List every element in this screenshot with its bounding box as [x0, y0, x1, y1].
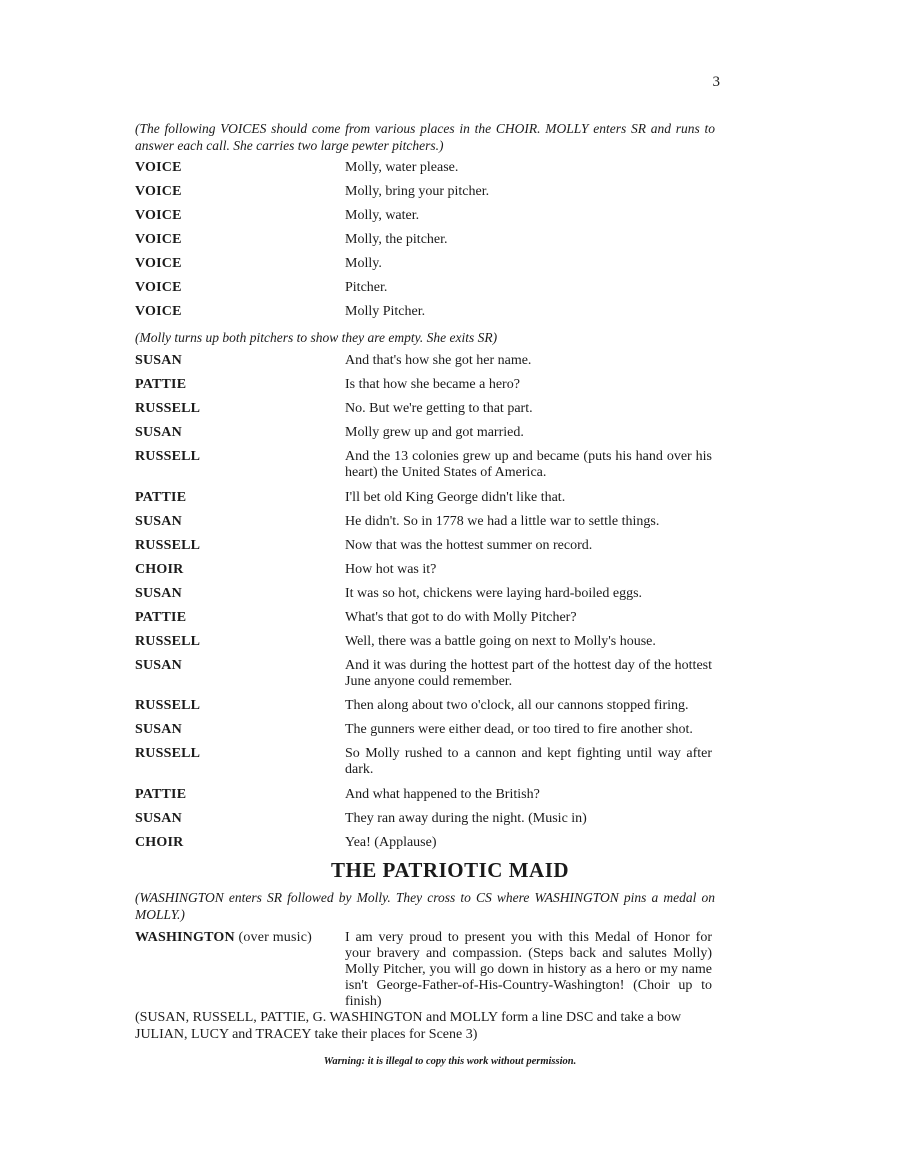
dialogue-text: It was so hot, chickens were laying hard-boiled eggs. — [345, 586, 643, 601]
dialogue-text: They ran away during the night. (Music in) — [345, 811, 587, 826]
dialogue-text: How hot was it? — [345, 562, 437, 577]
speaker-name: RUSSELL — [135, 746, 201, 761]
stage-direction-intro: (The following VOICES should come from various places in the CHOIR. MOLLY enters SR and runs to answer each call. She carries two large pewter pitchers.) — [135, 121, 715, 153]
page-number: 3 — [712, 74, 720, 90]
speaker-name: PATTIE — [135, 610, 187, 625]
dialogue-text: What's that got to do with Molly Pitcher? — [345, 610, 577, 625]
dialogue-text: Molly, water. — [345, 208, 420, 223]
speaker-name: CHOIR — [135, 562, 184, 577]
speaker-name: SUSAN — [135, 353, 182, 368]
dialogue-text: And the 13 colonies grew up and became (puts his hand over his heart) the United States of America. — [345, 449, 712, 480]
dialogue-text: Is that how she became a hero? — [345, 377, 520, 392]
speaker-name — [135, 930, 312, 946]
speaker-name: RUSSELL — [135, 538, 201, 553]
speaker-name: VOICE — [135, 184, 182, 199]
speaker-name: PATTIE — [135, 490, 187, 505]
dialogue-text: Molly, water please. — [345, 160, 459, 175]
dialogue-text: Molly. — [345, 256, 382, 271]
speaker-name: VOICE — [135, 256, 182, 271]
dialogue-text: Then along about two o'clock, all our cannons stopped firing. — [345, 698, 689, 713]
speaker-washington: WASHINGTON — [135, 930, 235, 945]
dialogue-text: I am very proud to present you with this Medal of Honor for your bravery and compassion. (Steps back and salutes Molly) Molly Pitcher, you will go down in history as a hero or my name isn't George-Father-of-His-Country-Washington! (Choir up to finish) — [345, 930, 712, 1009]
dialogue-text: Well, there was a battle going on next to Molly's house. — [345, 634, 656, 649]
dialogue-text: And it was during the hottest part of the hottest day of the hottest June anyone could remember. — [345, 658, 712, 689]
speaker-name: VOICE — [135, 160, 182, 175]
speaker-name: PATTIE — [135, 377, 187, 392]
stage-direction-exit: (Molly turns up both pitchers to show they are empty. She exits SR) — [135, 330, 498, 345]
speaker-name: VOICE — [135, 304, 182, 319]
speaker-name: RUSSELL — [135, 401, 201, 416]
stage-direction-closing: (SUSAN, RUSSELL, PATTIE, G. WASHINGTON and MOLLY form a line DSC and take a bow JULIAN, LUCY and TRACEY take their places for Scene 3) — [135, 1010, 682, 1042]
speaker-name: RUSSELL — [135, 449, 201, 464]
dialogue-text: So Molly rushed to a cannon and kept fighting until way after dark. — [345, 746, 712, 777]
dialogue-text: No. But we're getting to that part. — [345, 401, 533, 416]
stage-direction-washington: (WASHINGTON enters SR followed by Molly. They cross to CS where WASHINGTON pins a medal on MOLLY.) — [135, 890, 715, 922]
speaker-name: VOICE — [135, 232, 182, 247]
scene-heading: THE PATRIOTIC MAID — [330, 858, 570, 882]
speaker-name: RUSSELL — [135, 634, 201, 649]
dialogue-text: Now that was the hottest summer on record. — [345, 538, 593, 553]
dialogue-text: He didn't. So in 1778 we had a little war to settle things. — [345, 514, 660, 529]
dialogue-text: Pitcher. — [345, 280, 388, 295]
dialogue-text: And that's how she got her name. — [345, 353, 532, 368]
speaker-name: SUSAN — [135, 722, 182, 737]
speaker-name: CHOIR — [135, 835, 184, 850]
speaker-name: RUSSELL — [135, 698, 201, 713]
dialogue-text: Yea! (Applause) — [345, 835, 437, 850]
dialogue-text: Molly, the pitcher. — [345, 232, 448, 247]
copyright-warning: Warning: it is illegal to copy this work without permission. — [323, 1056, 577, 1067]
speaker-name: SUSAN — [135, 658, 182, 673]
dialogue-text: Molly, bring your pitcher. — [345, 184, 490, 199]
dialogue-text: I'll bet old King George didn't like that. — [345, 490, 566, 505]
speaker-name: VOICE — [135, 208, 182, 223]
speaker-name: VOICE — [135, 280, 182, 295]
dialogue-text: The gunners were either dead, or too tired to fire another shot. — [345, 722, 693, 737]
dialogue-text: Molly Pitcher. — [345, 304, 426, 319]
speaker-name: SUSAN — [135, 425, 182, 440]
speaker-note: (over music) — [238, 930, 313, 945]
speaker-name: PATTIE — [135, 787, 187, 802]
speaker-name: SUSAN — [135, 811, 182, 826]
dialogue-text: And what happened to the British? — [345, 787, 540, 802]
speaker-name: SUSAN — [135, 586, 182, 601]
speaker-name: SUSAN — [135, 514, 182, 529]
dialogue-text: Molly grew up and got married. — [345, 425, 524, 440]
